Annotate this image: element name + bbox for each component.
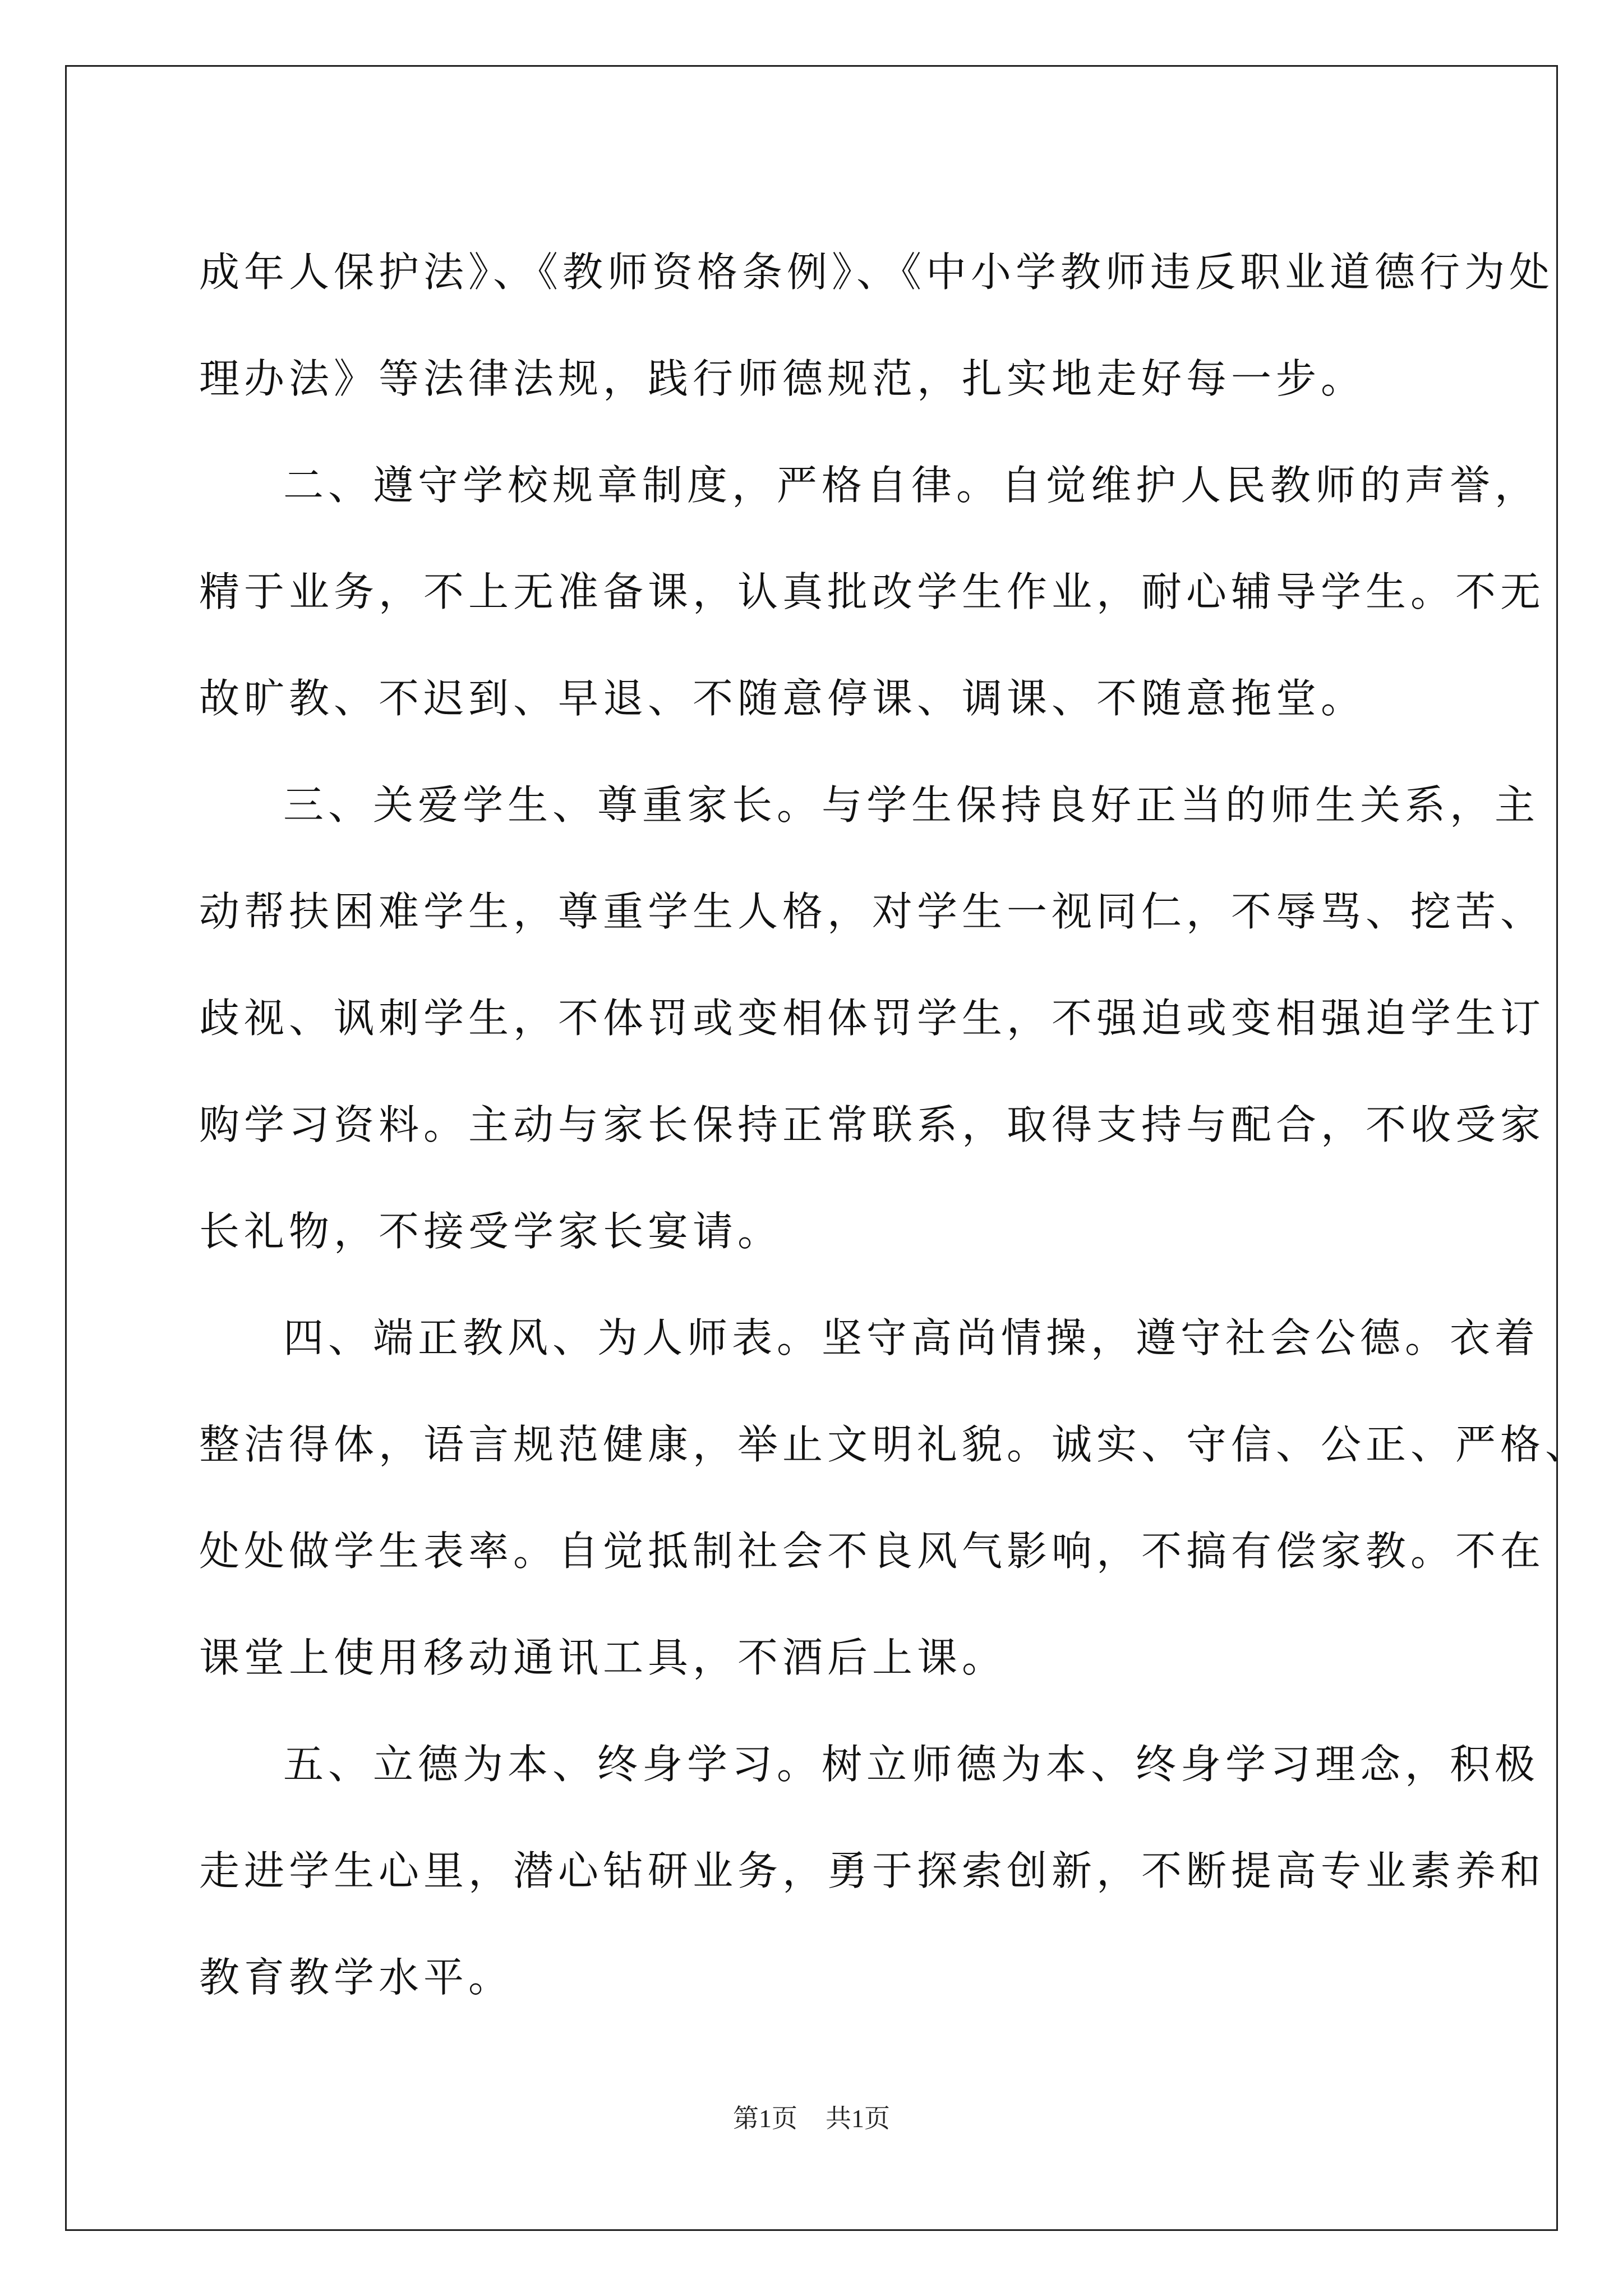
text-line: 精于业务，不上无准备课，认真批改学生作业，耐心辅导学生。不无 xyxy=(199,568,1546,615)
text-line: 理办法》等法律法规，践行师德规范，扎实地走好每一步。 xyxy=(199,355,1366,402)
text-line: 购学习资料。主动与家长保持正常联系，取得支持与配合，不收受家 xyxy=(199,1101,1546,1148)
text-line: 歧视、讽刺学生，不体罚或变相体罚学生，不强迫或变相强迫学生订 xyxy=(199,995,1546,1042)
text-line: 课堂上使用移动通讯工具，不酒后上课。 xyxy=(199,1634,1007,1681)
page-footer xyxy=(0,2098,1623,2135)
text-line: 教育教学水平。 xyxy=(199,1954,514,2001)
text-line: 故旷教、不迟到、早退、不随意停课、调课、不随意拖堂。 xyxy=(199,675,1366,722)
text-line: 成年人保护法》、《教师资格条例》、《中小学教师违反职业道德行为处 xyxy=(199,249,1555,296)
text-line: 动帮扶困难学生，尊重学生人格，对学生一视同仁，不辱骂、挖苦、 xyxy=(199,888,1546,935)
page-total: 共1页 xyxy=(826,2104,890,2133)
paragraph-first-line: 二、遵守学校规章制度，严格自律。自觉维护人民教师的声誉， xyxy=(283,462,1540,509)
text-line: 整洁得体，语言规范健康，举止文明礼貌。诚实、守信、公正、严格、 xyxy=(199,1421,1590,1468)
text-line: 处处做学生表率。自觉抵制社会不良风气影响，不搞有偿家教。不在 xyxy=(199,1527,1546,1575)
paragraph-first-line: 四、端正教风、为人师表。坚守高尚情操，遵守社会公德。衣着 xyxy=(283,1314,1540,1361)
paragraph-first-line: 三、关爱学生、尊重家长。与学生保持良好正当的师生关系，主 xyxy=(283,781,1540,829)
paragraph-first-line: 五、立德为本、终身学习。树立师德为本、终身学习理念，积极 xyxy=(283,1741,1540,1788)
text-line: 走进学生心里，潜心钻研业务，勇于探索创新，不断提高专业素养和 xyxy=(199,1847,1546,1894)
page-number: 第1页 xyxy=(733,2104,797,2133)
document-body xyxy=(199,219,1590,2031)
text-line: 长礼物，不接受学家长宴请。 xyxy=(199,1208,783,1255)
